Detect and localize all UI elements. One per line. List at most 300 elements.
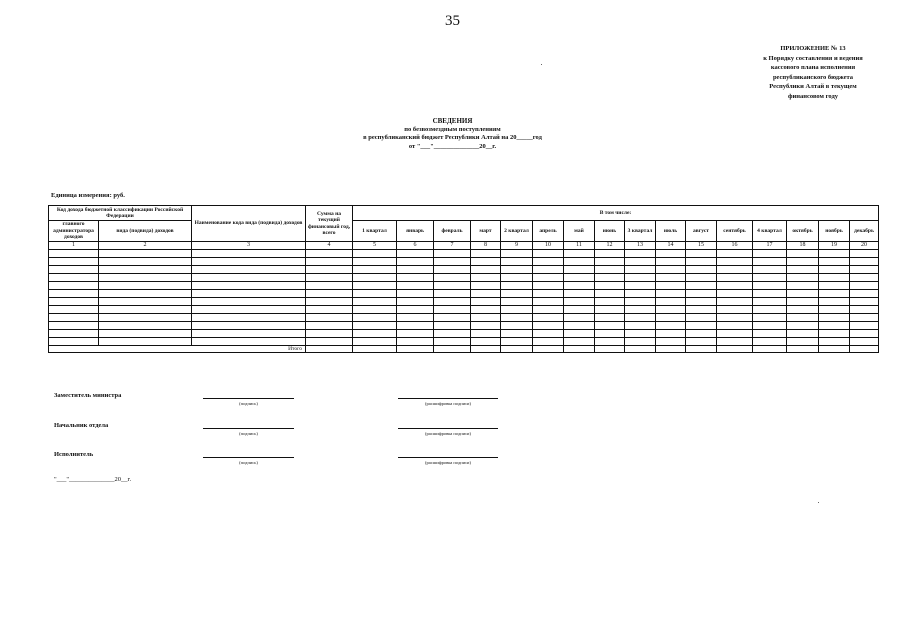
table-cell[interactable] — [99, 257, 192, 265]
table-cell[interactable] — [656, 329, 686, 337]
table-cell[interactable] — [625, 305, 656, 313]
table-cell[interactable] — [850, 249, 879, 257]
table-cell[interactable] — [850, 273, 879, 281]
decode-line[interactable] — [398, 428, 498, 429]
table-cell[interactable] — [625, 337, 656, 345]
header-code-group: Код дохода бюджетной классификации Российской Федерации — [49, 206, 192, 221]
table-cell[interactable] — [656, 321, 686, 329]
header-including: В том числе: — [353, 206, 879, 221]
table-cell[interactable] — [397, 281, 434, 289]
column-number: 15 — [686, 242, 717, 250]
table-cell[interactable] — [192, 281, 306, 289]
table-cell[interactable] — [533, 257, 564, 265]
table-cell[interactable] — [306, 273, 353, 281]
table-cell[interactable] — [192, 273, 306, 281]
table-cell[interactable] — [306, 329, 353, 337]
table-cell[interactable] — [564, 265, 595, 273]
table-cell[interactable] — [686, 273, 717, 281]
table-cell[interactable] — [819, 305, 850, 313]
table-cell[interactable] — [192, 329, 306, 337]
total-cell[interactable] — [787, 345, 819, 353]
table-cell[interactable] — [564, 297, 595, 305]
table-cell[interactable] — [434, 313, 471, 321]
table-cell[interactable] — [819, 265, 850, 273]
table-cell[interactable] — [99, 321, 192, 329]
table-cell[interactable] — [501, 265, 533, 273]
table-cell[interactable] — [49, 313, 99, 321]
table-cell[interactable] — [819, 273, 850, 281]
table-cell[interactable] — [434, 257, 471, 265]
total-cell[interactable] — [656, 345, 686, 353]
table-cell[interactable] — [753, 337, 787, 345]
table-cell[interactable] — [625, 313, 656, 321]
table-cell[interactable] — [397, 249, 434, 257]
table-cell[interactable] — [656, 265, 686, 273]
table-cell[interactable] — [353, 281, 397, 289]
signature-line[interactable] — [203, 398, 294, 399]
table-cell[interactable] — [99, 337, 192, 345]
table-cell[interactable] — [49, 337, 99, 345]
total-cell[interactable] — [753, 345, 787, 353]
table-cell[interactable] — [686, 257, 717, 265]
table-cell[interactable] — [717, 321, 753, 329]
total-cell[interactable] — [564, 345, 595, 353]
header-period: декабрь — [850, 221, 879, 242]
table-cell[interactable] — [397, 305, 434, 313]
table-cell[interactable] — [753, 281, 787, 289]
header-period: 3 квартал — [625, 221, 656, 242]
table-cell[interactable] — [656, 281, 686, 289]
table-cell[interactable] — [306, 249, 353, 257]
table-cell[interactable] — [533, 281, 564, 289]
table-cell[interactable] — [753, 265, 787, 273]
table-cell[interactable] — [533, 249, 564, 257]
table-cell[interactable] — [501, 249, 533, 257]
table-cell[interactable] — [564, 305, 595, 313]
table-cell[interactable] — [850, 321, 879, 329]
total-cell[interactable] — [819, 345, 850, 353]
table-cell[interactable] — [819, 297, 850, 305]
table-cell[interactable] — [306, 321, 353, 329]
table-cell[interactable] — [564, 257, 595, 265]
column-number: 6 — [397, 242, 434, 250]
table-cell[interactable] — [753, 297, 787, 305]
table-cell[interactable] — [717, 249, 753, 257]
table-cell[interactable] — [353, 305, 397, 313]
table-cell[interactable] — [397, 289, 434, 297]
table-cell[interactable] — [753, 329, 787, 337]
table-cell[interactable] — [625, 273, 656, 281]
table-cell[interactable] — [850, 281, 879, 289]
table-cell[interactable] — [306, 289, 353, 297]
table-cell[interactable] — [471, 329, 501, 337]
total-row — [49, 345, 879, 353]
total-cell[interactable] — [353, 345, 397, 353]
title-line-1: по безвозмездным поступлениям — [404, 125, 501, 133]
total-cell[interactable] — [850, 345, 879, 353]
signature-caption: (подпись) — [239, 431, 258, 436]
table-cell[interactable] — [434, 321, 471, 329]
header-period: ноябрь — [819, 221, 850, 242]
table-cell[interactable] — [501, 321, 533, 329]
table-cell[interactable] — [501, 257, 533, 265]
table-cell[interactable] — [787, 321, 819, 329]
table-cell[interactable] — [595, 281, 625, 289]
table-cell[interactable] — [397, 257, 434, 265]
table-cell[interactable] — [625, 297, 656, 305]
table-cell[interactable] — [625, 257, 656, 265]
table-cell[interactable] — [49, 257, 99, 265]
table-cell[interactable] — [49, 321, 99, 329]
table-cell[interactable] — [564, 329, 595, 337]
table-cell[interactable] — [625, 281, 656, 289]
table-cell[interactable] — [49, 249, 99, 257]
table-cell[interactable] — [656, 273, 686, 281]
table-cell[interactable] — [192, 313, 306, 321]
table-cell[interactable] — [353, 321, 397, 329]
table-cell[interactable] — [717, 297, 753, 305]
table-cell[interactable] — [434, 249, 471, 257]
table-cell[interactable] — [192, 305, 306, 313]
table-cell[interactable] — [353, 297, 397, 305]
table-cell[interactable] — [717, 265, 753, 273]
table-row — [49, 281, 879, 289]
table-cell[interactable] — [717, 273, 753, 281]
table-cell[interactable] — [787, 313, 819, 321]
table-cell[interactable] — [471, 297, 501, 305]
decode-line[interactable] — [398, 457, 498, 458]
table-cell[interactable] — [501, 281, 533, 289]
table-cell[interactable] — [717, 257, 753, 265]
table-cell[interactable] — [471, 281, 501, 289]
table-cell[interactable] — [353, 337, 397, 345]
header-period: июнь — [595, 221, 625, 242]
table-cell[interactable] — [753, 257, 787, 265]
table-cell[interactable] — [49, 265, 99, 273]
table-cell[interactable] — [353, 257, 397, 265]
table-cell[interactable] — [49, 297, 99, 305]
table-cell[interactable] — [471, 257, 501, 265]
table-cell[interactable] — [564, 337, 595, 345]
table-cell[interactable] — [99, 281, 192, 289]
total-cell[interactable] — [625, 345, 656, 353]
total-cell[interactable] — [434, 345, 471, 353]
table-cell[interactable] — [434, 337, 471, 345]
table-cell[interactable] — [434, 329, 471, 337]
table-cell[interactable] — [819, 329, 850, 337]
table-cell[interactable] — [686, 321, 717, 329]
total-cell[interactable] — [471, 345, 501, 353]
table-cell[interactable] — [501, 297, 533, 305]
table-cell[interactable] — [397, 329, 434, 337]
unit-label: Единица измерения: руб. — [51, 192, 125, 199]
title-main: СВЕДЕНИЯ — [432, 117, 473, 125]
table-cell[interactable] — [501, 337, 533, 345]
table-cell[interactable] — [192, 265, 306, 273]
column-number: 13 — [625, 242, 656, 250]
table-cell[interactable] — [306, 297, 353, 305]
table-cell[interactable] — [595, 289, 625, 297]
table-cell[interactable] — [99, 273, 192, 281]
table-row — [49, 265, 879, 273]
table-cell[interactable] — [625, 249, 656, 257]
table-cell[interactable] — [533, 273, 564, 281]
table-cell[interactable] — [533, 305, 564, 313]
table-cell[interactable] — [192, 321, 306, 329]
table-cell[interactable] — [353, 265, 397, 273]
header-period: октябрь — [787, 221, 819, 242]
table-cell[interactable] — [787, 265, 819, 273]
table-cell[interactable] — [397, 273, 434, 281]
table-cell[interactable] — [595, 313, 625, 321]
table-cell[interactable] — [787, 257, 819, 265]
table-cell[interactable] — [717, 337, 753, 345]
table-cell[interactable] — [850, 265, 879, 273]
table-cell[interactable] — [787, 329, 819, 337]
table-cell[interactable] — [787, 249, 819, 257]
table-cell[interactable] — [564, 281, 595, 289]
table-cell[interactable] — [656, 337, 686, 345]
table-cell[interactable] — [306, 265, 353, 273]
column-number: 16 — [717, 242, 753, 250]
table-cell[interactable] — [686, 305, 717, 313]
table-cell[interactable] — [787, 337, 819, 345]
table-cell[interactable] — [471, 265, 501, 273]
table-cell[interactable] — [686, 329, 717, 337]
table-cell[interactable] — [306, 337, 353, 345]
table-cell[interactable] — [397, 297, 434, 305]
page-number: 35 — [445, 13, 460, 29]
header-period: май — [564, 221, 595, 242]
table-cell[interactable] — [533, 337, 564, 345]
table-cell[interactable] — [850, 313, 879, 321]
table-cell[interactable] — [819, 289, 850, 297]
table-cell[interactable] — [850, 297, 879, 305]
table-cell[interactable] — [656, 257, 686, 265]
table-cell[interactable] — [564, 289, 595, 297]
table-cell[interactable] — [533, 313, 564, 321]
total-cell[interactable] — [686, 345, 717, 353]
table-cell[interactable] — [353, 273, 397, 281]
table-cell[interactable] — [533, 297, 564, 305]
table-cell[interactable] — [753, 321, 787, 329]
header-period: 2 квартал — [501, 221, 533, 242]
table-cell[interactable] — [717, 305, 753, 313]
header-period: январь — [397, 221, 434, 242]
total-cell[interactable] — [397, 345, 434, 353]
table-cell[interactable] — [850, 289, 879, 297]
table-cell[interactable] — [533, 329, 564, 337]
table-cell[interactable] — [753, 273, 787, 281]
table-row — [49, 305, 879, 313]
table-cell[interactable] — [595, 249, 625, 257]
table-cell[interactable] — [306, 305, 353, 313]
title-line-3: от "___"______________20__г. — [408, 142, 497, 150]
table-cell[interactable] — [819, 257, 850, 265]
scan-speck — [541, 64, 542, 65]
table-cell[interactable] — [625, 321, 656, 329]
table-cell[interactable] — [656, 289, 686, 297]
table-cell[interactable] — [471, 289, 501, 297]
table-cell[interactable] — [306, 281, 353, 289]
table-cell[interactable] — [819, 249, 850, 257]
table-cell[interactable] — [656, 249, 686, 257]
table-cell[interactable] — [99, 289, 192, 297]
table-cell[interactable] — [753, 289, 787, 297]
table-cell[interactable] — [564, 313, 595, 321]
column-number: 3 — [192, 242, 306, 250]
table-cell[interactable] — [686, 281, 717, 289]
table-cell[interactable] — [819, 313, 850, 321]
column-number: 2 — [99, 242, 192, 250]
table-cell[interactable] — [686, 297, 717, 305]
table-cell[interactable] — [787, 289, 819, 297]
table-cell[interactable] — [656, 313, 686, 321]
table-cell[interactable] — [501, 313, 533, 321]
column-number: 9 — [501, 242, 533, 250]
table-cell[interactable] — [306, 313, 353, 321]
signature-line[interactable] — [203, 428, 294, 429]
table-cell[interactable] — [501, 305, 533, 313]
table-cell[interactable] — [595, 337, 625, 345]
table-cell[interactable] — [353, 313, 397, 321]
table-cell[interactable] — [717, 289, 753, 297]
table-cell[interactable] — [471, 273, 501, 281]
table-cell[interactable] — [434, 289, 471, 297]
table-cell[interactable] — [397, 321, 434, 329]
table-cell[interactable] — [819, 321, 850, 329]
table-cell[interactable] — [192, 289, 306, 297]
table-cell[interactable] — [564, 321, 595, 329]
table-cell[interactable] — [595, 321, 625, 329]
table-cell[interactable] — [787, 297, 819, 305]
table-cell[interactable] — [49, 281, 99, 289]
table-cell[interactable] — [49, 289, 99, 297]
header-period: август — [686, 221, 717, 242]
table-cell[interactable] — [595, 305, 625, 313]
decode-line[interactable] — [398, 398, 498, 399]
table-cell[interactable] — [850, 337, 879, 345]
table-cell[interactable] — [753, 249, 787, 257]
table-cell[interactable] — [99, 313, 192, 321]
table-cell[interactable] — [533, 289, 564, 297]
table-cell[interactable] — [471, 249, 501, 257]
table-cell[interactable] — [397, 337, 434, 345]
table-cell[interactable] — [686, 265, 717, 273]
table-cell[interactable] — [787, 305, 819, 313]
table-cell[interactable] — [753, 313, 787, 321]
table-cell[interactable] — [625, 329, 656, 337]
column-number: 11 — [564, 242, 595, 250]
table-cell[interactable] — [787, 281, 819, 289]
table-cell[interactable] — [625, 289, 656, 297]
table-cell[interactable] — [434, 265, 471, 273]
table-cell[interactable] — [686, 337, 717, 345]
table-cell[interactable] — [99, 297, 192, 305]
table-cell[interactable] — [471, 313, 501, 321]
table-cell[interactable] — [49, 329, 99, 337]
table-cell[interactable] — [717, 281, 753, 289]
total-cell[interactable] — [595, 345, 625, 353]
table-cell[interactable] — [753, 305, 787, 313]
table-cell[interactable] — [686, 289, 717, 297]
table-cell[interactable] — [192, 297, 306, 305]
table-cell[interactable] — [819, 337, 850, 345]
table-cell[interactable] — [434, 281, 471, 289]
table-cell[interactable] — [819, 281, 850, 289]
table-cell[interactable] — [501, 273, 533, 281]
header-kind: вида (подвида) доходов — [99, 221, 192, 242]
total-cell[interactable] — [501, 345, 533, 353]
table-cell[interactable] — [564, 273, 595, 281]
table-cell[interactable] — [501, 329, 533, 337]
table-cell[interactable] — [471, 321, 501, 329]
table-cell[interactable] — [99, 249, 192, 257]
table-cell[interactable] — [397, 313, 434, 321]
date-line: "___"______________20__г. — [54, 476, 132, 483]
table-cell[interactable] — [595, 265, 625, 273]
total-cell[interactable] — [533, 345, 564, 353]
table-cell[interactable] — [192, 257, 306, 265]
table-cell[interactable] — [99, 329, 192, 337]
table-cell[interactable] — [717, 313, 753, 321]
total-cell[interactable] — [306, 345, 353, 353]
appendix-line: республиканского бюджета — [772, 73, 854, 81]
table-cell[interactable] — [533, 265, 564, 273]
table-cell[interactable] — [501, 289, 533, 297]
document-title — [0, 117, 905, 151]
table-cell[interactable] — [625, 265, 656, 273]
total-cell[interactable] — [717, 345, 753, 353]
signature-line[interactable] — [203, 457, 294, 458]
column-number: 20 — [850, 242, 879, 250]
table-cell[interactable] — [434, 297, 471, 305]
table-cell[interactable] — [99, 305, 192, 313]
table-cell[interactable] — [471, 305, 501, 313]
table-cell[interactable] — [595, 297, 625, 305]
scan-speck — [818, 502, 819, 503]
table-cell[interactable] — [434, 305, 471, 313]
table-cell[interactable] — [850, 329, 879, 337]
table-cell[interactable] — [192, 337, 306, 345]
table-cell[interactable] — [353, 249, 397, 257]
table-cell[interactable] — [686, 249, 717, 257]
table-cell[interactable] — [192, 249, 306, 257]
table-cell[interactable] — [595, 273, 625, 281]
table-cell[interactable] — [306, 257, 353, 265]
table-cell[interactable] — [471, 337, 501, 345]
table-cell[interactable] — [595, 257, 625, 265]
table-cell[interactable] — [656, 305, 686, 313]
table-cell[interactable] — [717, 329, 753, 337]
table-cell[interactable] — [533, 321, 564, 329]
table-cell[interactable] — [353, 329, 397, 337]
table-cell[interactable] — [99, 265, 192, 273]
table-cell[interactable] — [49, 273, 99, 281]
table-cell[interactable] — [397, 265, 434, 273]
table-cell[interactable] — [850, 305, 879, 313]
column-number: 10 — [533, 242, 564, 250]
table-cell[interactable] — [686, 313, 717, 321]
table-cell[interactable] — [595, 329, 625, 337]
table-cell[interactable] — [850, 257, 879, 265]
table-cell[interactable] — [353, 289, 397, 297]
table-cell[interactable] — [787, 273, 819, 281]
table-cell[interactable] — [49, 305, 99, 313]
table-cell[interactable] — [434, 273, 471, 281]
table-cell[interactable] — [564, 249, 595, 257]
table-cell[interactable] — [656, 297, 686, 305]
